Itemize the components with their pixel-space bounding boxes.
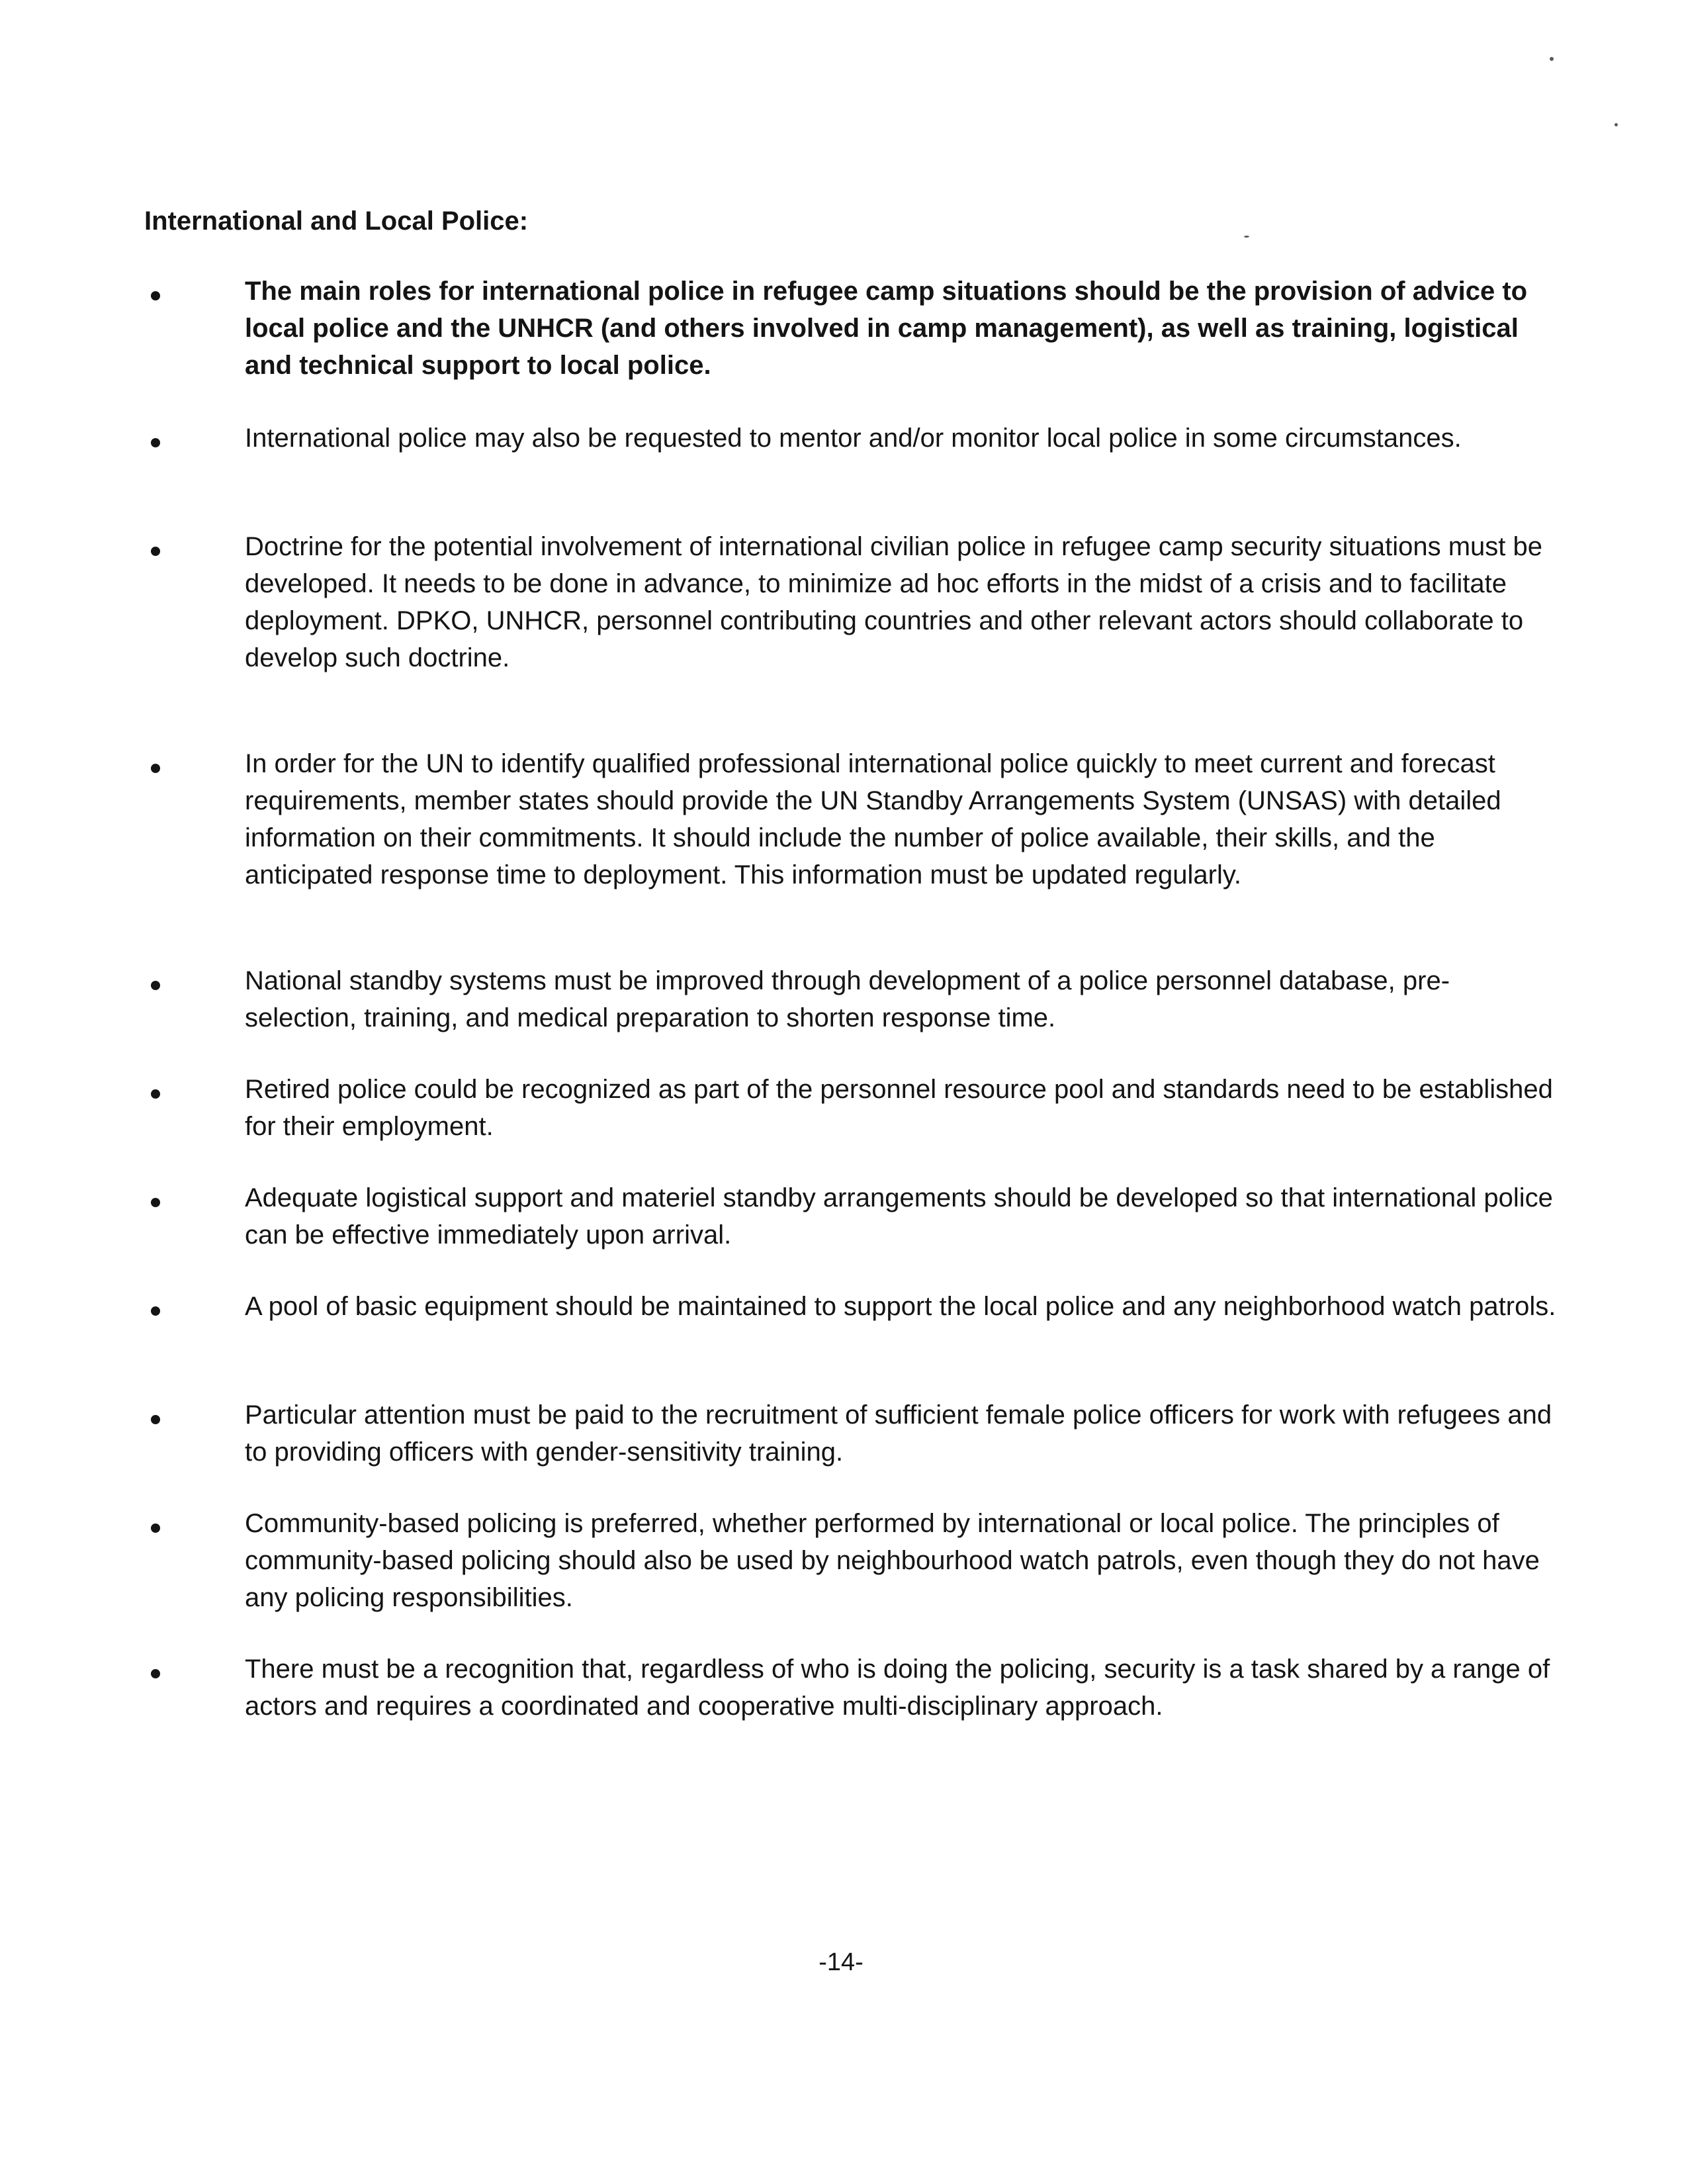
bullet-icon xyxy=(151,438,160,447)
bullet-icon xyxy=(151,547,160,556)
scan-speck xyxy=(1550,57,1554,61)
bullet-icon xyxy=(151,1306,160,1316)
list-item-text: Doctrine for the potential involvement of international civilian police in refugee camp security situations must be developed. It needs to be done in advance, to minimize ad hoc efforts in the midst of a crisis and to facilitate deployment. DPKO, UNHCR, personnel contributing countries and other relevant actors should collaborate to develop such doctrine. xyxy=(245,532,1543,672)
list-item-text: A pool of basic equipment should be maintained to support the local police and any neighborhood watch patrols. xyxy=(245,1292,1556,1321)
section-heading: International and Local Police: xyxy=(144,206,529,236)
page-number: -14- xyxy=(819,1948,863,1976)
list-item-text: International police may also be requested to mentor and/or monitor local police in some circumstances. xyxy=(245,424,1462,453)
list-item-text: There must be a recognition that, regardless of who is doing the policing, security is a task shared by a range of actors and requires a coordinated and cooperative multi-disciplinary approach. xyxy=(245,1655,1550,1721)
list-item-text: National standby systems must be improved through development of a police personnel database, pre-selection, training, and medical preparation to shorten response time. xyxy=(245,966,1450,1032)
scan-speck xyxy=(1244,236,1249,238)
scan-speck xyxy=(1615,123,1618,126)
list-item-text: The main roles for international police in refugee camp situations should be the provision of advice to local police and the UNHCR (and others involved in camp management), as well as training, logistical and technical support to local police. xyxy=(245,277,1528,380)
list-item-text: Community-based policing is preferred, whether performed by international or local police. The principles of community-based policing should also be used by neighbourhood watch patrols, even though they do not have any policing responsibilities. xyxy=(245,1509,1540,1612)
bullet-icon xyxy=(151,764,160,773)
list-item-text: In order for the UN to identify qualified professional international police quickly to meet current and forecast requirements, member states should provide the UN Standby Arrangements System (UNSAS) with detailed information on their commitments. It should include the number of police available, their skills, and the anticipated response time to deployment. This information must be updated regularly. xyxy=(245,749,1501,889)
bullet-icon xyxy=(151,1198,160,1207)
list-item-text: Retired police could be recognized as part of the personnel resource pool and standards need to be established for their employment. xyxy=(245,1075,1553,1141)
bullet-icon xyxy=(151,1089,160,1099)
bullet-icon xyxy=(151,981,160,990)
bullet-icon xyxy=(151,1669,160,1678)
bullet-icon xyxy=(151,1415,160,1424)
list-item-text: Particular attention must be paid to the recruitment of sufficient female police officers for work with refugees and to providing officers with gender-sensitivity training. xyxy=(245,1400,1552,1467)
bullet-icon xyxy=(151,1524,160,1533)
list-item-text: Adequate logistical support and materiel standby arrangements should be developed so that international police can be effective immediately upon arrival. xyxy=(245,1183,1553,1250)
bullet-icon xyxy=(151,291,160,300)
